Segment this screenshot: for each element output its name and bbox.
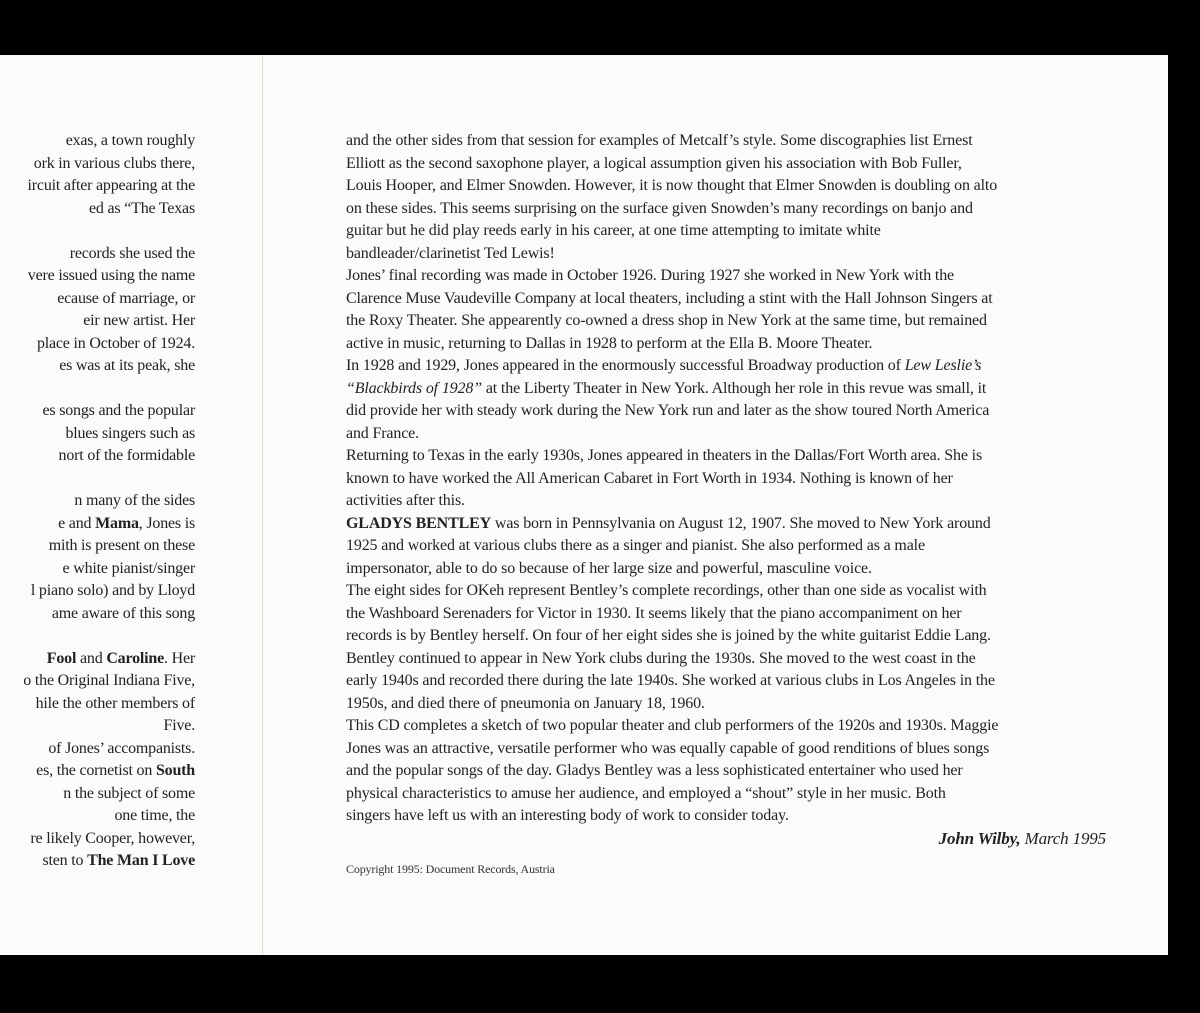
text-line: records is by Bentley herself. On four of her eight sides she is joined by the white guitarist Eddie Lang. <box>346 627 991 644</box>
text-line: Bentley continued to appear in New York clubs during the 1930s. She moved to the west coast in the <box>346 649 976 667</box>
text-line: the Roxy Theater. She appearently co-owned a dress shop in New York at the same time, but remained <box>346 312 987 329</box>
text-line: on these sides. This seems surprising on the surface given Snowden’s many recordings on banjo and <box>346 199 973 217</box>
left-page <box>0 55 263 955</box>
text-fragment: es, the cornetist on <box>36 762 153 779</box>
text-line: l piano solo) and by Lloyd <box>30 582 195 599</box>
text-line: one time, the <box>114 807 195 824</box>
paragraph <box>346 265 1106 355</box>
text-line: ecause of marriage, or <box>57 289 195 307</box>
text-line: This CD completes a sketch of two popular theater and club performers of the 1920s and 1930s. Maggie <box>346 717 999 734</box>
text-line: place in October of 1924. <box>36 334 195 352</box>
text-line: es songs and the popular <box>42 402 195 419</box>
author-signature <box>346 828 1106 851</box>
song-title: The Man I Love <box>87 852 195 869</box>
text-line: n the subject of some <box>63 784 195 802</box>
text-line: and the other sides from that session for examples of Metcalf’s style. Some discographies list Ernest <box>346 132 973 149</box>
text-line: ork in various clubs there, <box>33 154 195 172</box>
show-title: “Blackbirds of 1928” <box>346 379 482 397</box>
text-line: es was at its peak, she <box>59 357 195 374</box>
text-line: Clarence Muse Vaudeville Company at local theaters, including a stint with the Hall Johnson Singers at <box>346 289 993 307</box>
text-fragment: and <box>80 649 103 667</box>
text-line <box>0 850 195 873</box>
text-line: and the popular songs of the day. Gladys Bentley was a less sophisticated entertainer who used her <box>346 762 963 779</box>
text-fragment: sten to <box>42 852 84 869</box>
text-line <box>0 513 195 536</box>
signature-date: March 1995 <box>1020 828 1106 848</box>
text-line: e white pianist/singer <box>62 559 195 577</box>
paragraph <box>346 513 1106 581</box>
text-fragment: In 1928 and 1929, Jones appeared in the enormously successful Broadway production of <box>346 357 905 374</box>
text-line: exas, a town roughly <box>65 132 195 149</box>
text-line: 1950s, and died there of pneumonia on January 18, 1960. <box>346 694 705 712</box>
song-title: Fool <box>46 649 77 667</box>
paragraph <box>346 445 1106 513</box>
text-fragment: . Her <box>164 649 195 667</box>
text-line: Returning to Texas in the early 1930s, Jones appeared in theaters in the Dallas/Fort Worth area. She is <box>346 447 983 464</box>
paragraph <box>346 715 1106 828</box>
text-line: vere issued using the name <box>27 267 195 284</box>
text-line: The eight sides for OKeh represent Bentley’s complete recordings, other than one side as vocalist with <box>346 582 987 599</box>
text-line: mith is present on these <box>48 537 195 554</box>
paragraph-gap <box>0 625 195 648</box>
text-line: impersonator, able to do so because of her large size and powerful, masculine voice. <box>346 559 872 577</box>
text-line: of Jones’ accompanists. <box>48 739 195 757</box>
text-line: ircuit after appearing at the <box>27 177 195 194</box>
text-line: and France. <box>346 424 419 442</box>
text-fragment: e and <box>58 514 92 532</box>
text-line: 1925 and worked at various clubs there as a singer and pianist. She also performed as a male <box>346 537 925 554</box>
text-fragment: , Jones is <box>138 514 195 532</box>
text-line: blues singers such as <box>65 424 195 442</box>
text-line: Jones was an attractive, versatile performer who was equally capable of good renditions of blues songs <box>346 739 990 757</box>
song-title: South <box>155 762 195 779</box>
right-text-column <box>346 130 1106 881</box>
text-line: singers have left us with an interesting body of work to consider today. <box>346 807 789 824</box>
text-line: bandleader/clarinetist Ted Lewis! <box>346 244 555 262</box>
left-text-column <box>0 130 195 873</box>
song-title: Mama <box>95 514 139 532</box>
author-name: John Wilby, <box>938 828 1021 848</box>
artist-name: GLADYS BENTLEY <box>346 514 492 532</box>
text-line: eir new artist. Her <box>83 312 195 329</box>
paragraph <box>346 355 1106 445</box>
text-line: Elliott as the second saxophone player, a logical assumption given his association with Bob Fuller, <box>346 154 962 172</box>
text-line: Jones’ final recording was made in October 1926. During 1927 she worked in New York with the <box>346 267 955 284</box>
text-line: physical characteristics to amuse her audience, and employed a “shout” style in her music. Both <box>346 784 946 802</box>
right-page <box>263 55 1168 955</box>
text-line: ed as “The Texas <box>88 199 195 217</box>
text-line: activities after this. <box>346 492 465 509</box>
text-line: hile the other members of <box>35 694 195 712</box>
text-line: records she used the <box>69 244 195 262</box>
text-line <box>346 378 1106 401</box>
text-line: guitar but he did play reeds early in his career, at one time attempting to imitate white <box>346 222 881 239</box>
text-line: Louis Hooper, and Elmer Snowden. However, it is now thought that Elmer Snowden is doubling on alto <box>346 177 998 194</box>
text-line: ame aware of this song <box>51 604 195 622</box>
song-title: Caroline <box>106 649 164 667</box>
paragraph-gap <box>0 468 195 491</box>
paragraph-gap <box>0 220 195 243</box>
text-line: the Washboard Serenaders for Victor in 1930. It seems likely that the piano accompaniment on her <box>346 604 962 622</box>
paragraph-gap <box>0 378 195 401</box>
text-fragment: at the Liberty Theater in New York. Although her role in this revue was small, it <box>481 379 987 397</box>
paragraph <box>346 580 1106 715</box>
text-line <box>0 760 195 783</box>
text-line: re likely Cooper, however, <box>30 829 195 847</box>
text-line <box>346 513 1106 536</box>
show-title: Lew Leslie’s <box>904 357 982 374</box>
text-line: Five. <box>163 717 195 734</box>
text-fragment: was born in Pennsylvania on August 12, 1907. She moved to New York around <box>491 514 991 532</box>
text-line <box>0 648 195 671</box>
copyright-notice: Copyright 1995: Document Records, Austria <box>346 862 555 876</box>
text-line: did provide her with steady work during the New York run and later as the show toured North America <box>346 402 990 419</box>
text-line <box>346 355 1106 378</box>
text-line: n many of the sides <box>74 492 195 509</box>
text-line: early 1940s and recorded there during the late 1940s. She worked at various clubs in Los Angeles in the <box>346 672 995 689</box>
paragraph <box>346 130 1106 265</box>
text-line: known to have worked the All American Cabaret in Fort Worth in 1934. Nothing is known of her <box>346 469 953 487</box>
text-line: nort of the formidable <box>58 447 195 464</box>
text-line: active in music, returning to Dallas in 1928 to perform at the Ella B. Moore Theater. <box>346 334 873 352</box>
text-line: o the Original Indiana Five, <box>23 672 195 689</box>
